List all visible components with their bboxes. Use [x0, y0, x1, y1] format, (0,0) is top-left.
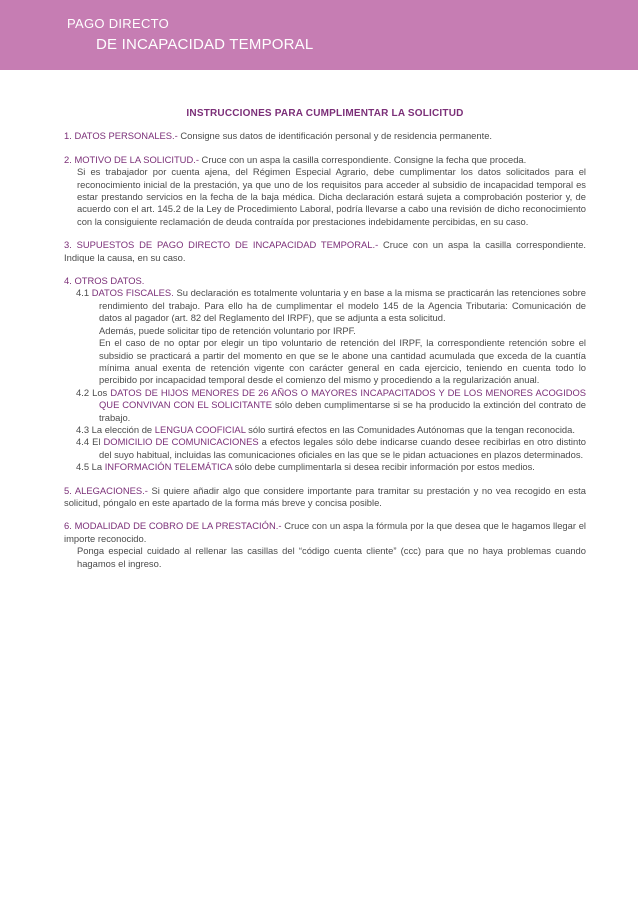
subsection-heading: DATOS FISCALES.	[91, 287, 174, 299]
section-alegaciones	[64, 485, 586, 510]
subsection-text: sólo surtirá efectos en las Comunidades Autónomas que la tengan reconocida.	[248, 423, 575, 435]
subsection-heading: LENGUA COOFICIAL	[154, 423, 246, 435]
section-text: Cruce con un aspa la fórmula por la que desea que le hagamos llegar el importe reconocido.	[64, 520, 587, 544]
subsection-heading: INFORMACIÓN TELEMÁTICA	[104, 461, 233, 473]
subsection-paragraph: En el caso de no optar por elegir un tipo voluntario de retención del IRPF, la correspondiente retención sobre el subsidio se practicará a partir del momento en que se le abone una cantidad acumulada que exceda de la cuantía mínima anual exenta de retención vigente con carácter general en cada ejercicio, teniendo en cuenta todo lo percibido por incapacidad temporal desde el comienzo del mismo y procediendo a la regularización anual.	[99, 337, 586, 386]
section-heading: ALEGACIONES.-	[74, 484, 148, 496]
subsection-prefix: Los	[92, 386, 108, 398]
header-title-line1: PAGO DIRECTO	[67, 16, 170, 31]
section-datos-personales	[64, 130, 586, 142]
subsection-prefix: La elección de	[91, 423, 153, 435]
subsection-lengua-cooficial	[64, 424, 586, 436]
subsection-number: 4.2	[76, 386, 90, 398]
page-title: INSTRUCCIONES PARA CUMPLIMENTAR LA SOLICITUD	[186, 108, 464, 119]
subsection-number: 4.3	[76, 423, 90, 435]
subsection-informacion-telematica	[64, 461, 586, 473]
subsection-number: 4.1	[76, 287, 90, 299]
instructions-body	[64, 108, 586, 581]
section-heading: MODALIDAD DE COBRO DE LA PRESTACIÓN.-	[74, 520, 282, 532]
section-text: Cruce con un aspa la casilla correspondiente. Indique la causa, en su caso.	[64, 239, 587, 263]
section-paragraph: Si es trabajador por cuenta ajena, del Régimen Especial Agrario, debe cumplimentar los datos solicitados para el reconocimiento inicial de la prestación, ya que uno de los requisitos para acceder al subsidio de incapacidad temporal es estar prestando servicios en la fecha de la baja médica. Dicha declaración estará sujeta a comprobación posterior y, de acuerdo con el art. 145.2 de la Ley de Procedimiento Laboral, podría llevarse a cabo una revisión de dicho reconocimiento con la consiguiente reclamación de deuda contraída por prestaciones indebidamente percibidas, en su caso.	[77, 166, 586, 227]
section-number: 6.	[64, 520, 72, 532]
section-paragraph: Ponga especial cuidado al rellenar las casillas del “código cuenta cliente” (ccc) para que no haya problemas cuando hagamos el ingreso.	[77, 545, 586, 569]
section-text: Cruce con un aspa la casilla correspondiente. Consigne la fecha que proceda.	[201, 153, 527, 165]
section-heading: DATOS PERSONALES.-	[74, 130, 178, 142]
subsection-text: a efectos legales sólo debe indicarse cuando desee recibirlas en otro distinto del suyo habitual, incluidas las comunicaciones oficiales en las que se le pidan actuaciones en plazos determinados.	[99, 436, 587, 460]
section-number: 1.	[64, 130, 72, 142]
section-supuestos-pago	[64, 239, 586, 264]
section-number: 3.	[64, 239, 72, 251]
subsection-domicilio	[64, 436, 586, 461]
subsection-text: sólo deben cumplimentarse si se ha producido la extinción del contrato de trabajo.	[99, 399, 586, 423]
subsection-prefix: El	[92, 436, 101, 448]
section-heading: OTROS DATOS.	[74, 275, 145, 287]
subsection-text: Su declaración es totalmente voluntaria y en base a la misma se practicarán las retenciones sobre rendimiento del trabajo. Para ello ha de cumplimentar el modelo 145 de la Agencia Tributaria: Comunicación de datos al pagador (art. 82 del Reglamento del IRPF), que se adjunta a esta solicitud.	[99, 287, 586, 324]
subsection-number: 4.5	[76, 461, 90, 473]
section-heading: SUPUESTOS DE PAGO DIRECTO DE INCAPACIDAD TEMPORAL.-	[76, 239, 379, 251]
subsection-datos-hijos	[64, 387, 586, 424]
section-number: 5.	[64, 484, 72, 496]
section-number: 2.	[64, 153, 72, 165]
subsection-datos-fiscales	[64, 287, 586, 324]
section-heading: MOTIVO DE LA SOLICITUD.-	[74, 153, 199, 165]
header-title-line2: DE INCAPACIDAD TEMPORAL	[96, 36, 314, 53]
section-modalidad-cobro	[64, 520, 586, 570]
section-motivo-solicitud	[64, 154, 586, 228]
section-number: 4.	[64, 275, 72, 287]
subsection-number: 4.4	[76, 436, 90, 448]
section-otros-datos	[64, 275, 586, 474]
subsection-heading: DOMICILIO DE COMUNICACIONES	[103, 436, 259, 448]
subsection-text: sólo debe cumplimentarla si desea recibir información por estos medios.	[234, 461, 535, 473]
subsection-prefix: La	[91, 461, 103, 473]
subsection-paragraph: Además, puede solicitar tipo de retención voluntario por IRPF.	[99, 324, 356, 336]
header-banner	[0, 0, 638, 70]
section-text: Consigne sus datos de identificación personal y de residencia permanente.	[180, 130, 493, 142]
section-text: Si quiere añadir algo que considere importante para tramitar su prestación y no vea recogido en esta solicitud, póngalo en este apartado de la forma más breve y concisa posible.	[64, 484, 586, 508]
subsection-heading: DATOS DE HIJOS MENORES DE 26 AÑOS O MAYORES INCAPACITADOS Y DE LOS MENORES ACOGIDOS QUE CONVIVAN CON EL SOLICITANTE	[99, 386, 587, 411]
